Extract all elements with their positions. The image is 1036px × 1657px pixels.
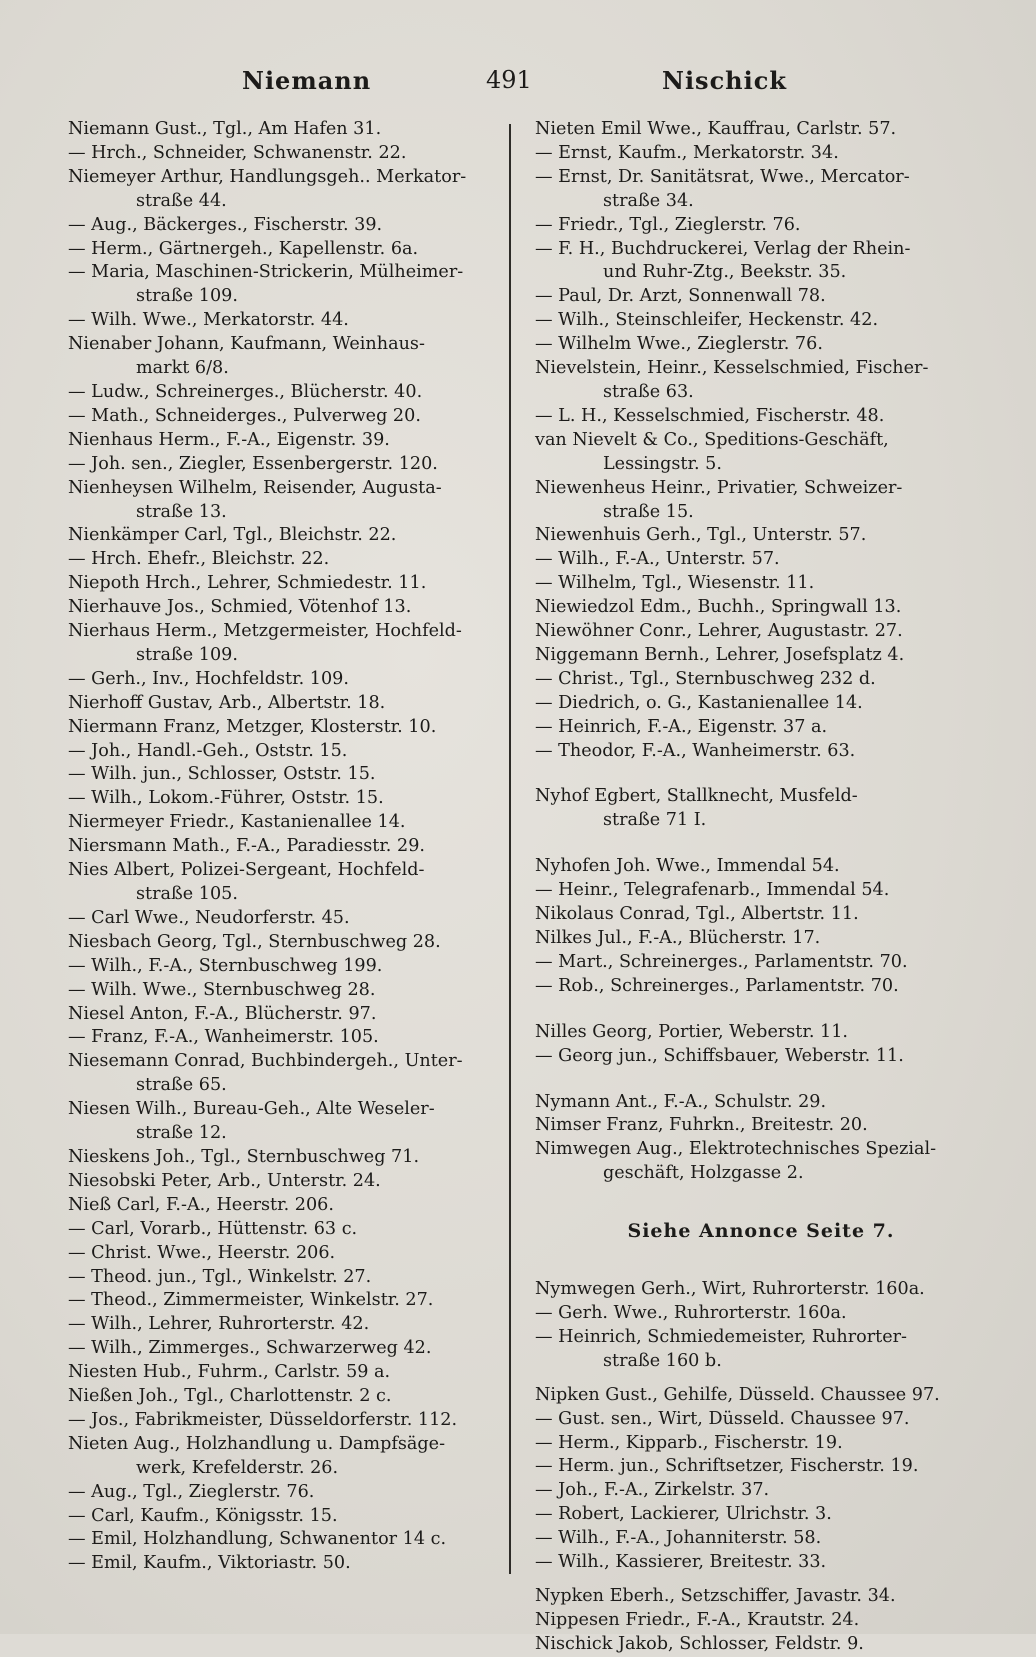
directory-entry: [535, 668, 967, 692]
directory-entry: [535, 524, 967, 548]
entry-text: Niermeyer Friedr., Kastanienallee 14.: [68, 812, 406, 833]
directory-entry: [68, 1552, 500, 1576]
directory-entry: [68, 1313, 500, 1337]
entry-text: — Wilhelm Wwe., Zieglerstr. 76.: [535, 334, 823, 355]
entry-text: Nieten Aug., Holzhandlung u. Dampfsäge-: [68, 1433, 446, 1454]
directory-entry: [68, 1528, 500, 1552]
directory-entry: [535, 1633, 967, 1657]
directory-entry: [535, 548, 967, 572]
entry-text: — Rob., Schreinerges., Parlamentstr. 70.: [535, 975, 899, 996]
entry-text: Nikolaus Conrad, Tgl., Albertstr. 11.: [535, 904, 859, 925]
header-last-name: Nischick: [662, 66, 787, 95]
directory-entry: [68, 787, 500, 811]
entry-text: Nilles Georg, Portier, Weberstr. 11.: [535, 1021, 849, 1042]
entry-text: — Franz, F.-A., Wanheimerstr. 105.: [68, 1027, 379, 1048]
directory-entry: [535, 1138, 967, 1186]
entry-text: Niewenheus Heinr., Privatier, Schweizer-: [535, 477, 903, 498]
entry-text: — Math., Schneiderges., Pulverweg 20.: [68, 405, 421, 426]
directory-entry: [68, 1433, 500, 1481]
header-first-name: Niemann: [242, 66, 372, 95]
directory-entry: [535, 1278, 967, 1302]
entry-text: Nimwegen Aug., Elektrotechnisches Spezial-: [535, 1139, 937, 1160]
entry-text: — Hrch. Ehefr., Bleichstr. 22.: [68, 549, 330, 570]
directory-entry: [68, 763, 500, 787]
entry-text: Nymann Ant., F.-A., Schulstr. 29.: [535, 1091, 827, 1112]
directory-entry: [535, 1503, 967, 1527]
entry-text: Niggemann Bernh., Lehrer, Josefsplatz 4.: [535, 644, 905, 665]
entry-text: — Wilh. Wwe., Merkatorstr. 44.: [68, 310, 349, 331]
entry-text: Nieten Emil Wwe., Kauffrau, Carlstr. 57.: [535, 119, 897, 139]
entry-text: Niermann Franz, Metzger, Klosterstr. 10.: [68, 716, 437, 737]
directory-entry: [68, 1361, 500, 1385]
entry-text: — Robert, Lackierer, Ulrichstr. 3.: [535, 1504, 832, 1525]
directory-entry: [535, 309, 967, 333]
spacer: [535, 1374, 967, 1384]
entry-text: Niewiedzol Edm., Buchh., Springwall 13.: [535, 597, 902, 618]
entry-text: Niesobski Peter, Arb., Unterstr. 24.: [68, 1170, 381, 1191]
directory-entry: [68, 1505, 500, 1529]
entry-continuation: straße 34.: [603, 190, 694, 211]
directory-entry: [535, 644, 967, 668]
entry-text: van Nievelt & Co., Speditions-Geschäft,: [535, 429, 889, 450]
entry-text: — Aug., Bäckerges., Fischerstr. 39.: [68, 214, 383, 235]
entry-text: — Mart., Schreinerges., Parlamentstr. 70.: [535, 951, 908, 972]
directory-entry: [68, 668, 500, 692]
spacer: [535, 999, 967, 1021]
entry-text: Niemeyer Arthur, Handlungsgeh.. Merkator-: [68, 166, 467, 187]
directory-entry: [535, 1609, 967, 1633]
entry-text: — Christ. Wwe., Heerstr. 206.: [68, 1242, 336, 1263]
directory-entry: [68, 620, 500, 668]
directory-entry: [68, 931, 500, 955]
entry-continuation: Lessingstr. 5.: [603, 453, 722, 474]
directory-entry: [68, 955, 500, 979]
directory-entry: [68, 1026, 500, 1050]
directory-entry: [68, 979, 500, 1003]
entry-text: — Wilhelm, Tgl., Wiesenstr. 11.: [535, 573, 815, 594]
directory-entry: [535, 1384, 967, 1408]
directory-entry: [535, 1455, 967, 1479]
entry-text: — Theodor, F.-A., Wanheimerstr. 63.: [535, 740, 856, 761]
directory-entry: [535, 357, 967, 405]
entry-text: — F. H., Buchdruckerei, Verlag der Rhein-: [535, 238, 911, 259]
entry-text: — Christ., Tgl., Sternbuschweg 232 d.: [535, 668, 876, 689]
entry-text: Nimser Franz, Fuhrkn., Breitestr. 20.: [535, 1115, 868, 1136]
directory-entry: [535, 572, 967, 596]
directory-entry: [68, 309, 500, 333]
directory-entry: [535, 1045, 967, 1069]
entry-text: — Carl Wwe., Neudorferstr. 45.: [68, 907, 350, 928]
directory-entry: [535, 596, 967, 620]
directory-entry: [68, 1242, 500, 1266]
entry-text: Nischick Jakob, Schlosser, Feldstr. 9.: [535, 1633, 864, 1654]
entry-text: — Theod. jun., Tgl., Winkelstr. 27.: [68, 1266, 372, 1287]
entry-text: Nienhaus Herm., F.-A., Eigenstr. 39.: [68, 429, 390, 450]
entry-text: — Paul, Dr. Arzt, Sonnenwall 78.: [535, 286, 826, 307]
entry-text: — Wilh., F.-A., Unterstr. 57.: [535, 549, 780, 570]
directory-entry: [68, 1385, 500, 1409]
directory-entry: [535, 785, 967, 833]
directory-entry: [535, 692, 967, 716]
entry-text: Niemann Gust., Tgl., Am Hafen 31.: [68, 119, 382, 139]
entry-text: Nienheysen Wilhelm, Reisender, Augusta-: [68, 477, 442, 498]
entry-text: Nieskens Joh., Tgl., Sternbuschweg 71.: [68, 1146, 420, 1167]
entry-continuation: straße 160 b.: [603, 1350, 722, 1371]
entry-text: — Gerh. Wwe., Ruhrorterstr. 160a.: [535, 1302, 847, 1323]
entry-text: Nießen Joh., Tgl., Charlottenstr. 2 c.: [68, 1386, 392, 1407]
directory-entry: [68, 333, 500, 381]
directory-entry: [68, 142, 500, 166]
directory-entry: [68, 261, 500, 309]
entry-text: Niersmann Math., F.-A., Paradiesstr. 29.: [68, 836, 425, 857]
directory-entry: [535, 1114, 967, 1138]
entry-text: — Ernst, Dr. Sanitätsrat, Wwe., Mercator-: [535, 166, 910, 187]
entry-text: Niewöhner Conr., Lehrer, Augustastr. 27.: [535, 621, 903, 642]
entry-text: — Heinrich, F.-A., Eigenstr. 37 a.: [535, 716, 828, 737]
directory-entry: [68, 1289, 500, 1313]
directory-entry: [535, 333, 967, 357]
entry-text: — Ernst, Kaufm., Merkatorstr. 34.: [535, 142, 839, 163]
directory-entry: [535, 975, 967, 999]
entry-text: Nymwegen Gerh., Wirt, Ruhrorterstr. 160a.: [535, 1279, 925, 1300]
directory-entry: [68, 1170, 500, 1194]
entry-continuation: straße 63.: [603, 381, 694, 402]
entry-continuation: straße 109.: [136, 644, 238, 665]
entry-text: Nyhof Egbert, Stallknecht, Musfeld-: [535, 786, 858, 807]
directory-entry: [68, 572, 500, 596]
directory-entry: [68, 381, 500, 405]
directory-entry: [68, 1050, 500, 1098]
page-number: 491: [486, 66, 532, 94]
entry-text: — Carl, Vorarb., Hüttenstr. 63 c.: [68, 1218, 358, 1239]
entry-text: — Wilh., Lehrer, Ruhrorterstr. 42.: [68, 1314, 370, 1335]
entry-text: — Wilh. Wwe., Sternbuschweg 28.: [68, 979, 376, 1000]
directory-entry: [535, 477, 967, 525]
directory-entry: [68, 740, 500, 764]
directory-entry: [68, 907, 500, 931]
directory-entry: [535, 142, 967, 166]
directory-entry: [68, 405, 500, 429]
directory-entry: [68, 716, 500, 740]
entry-text: Niesemann Conrad, Buchbindergeh., Unter-: [68, 1051, 463, 1072]
directory-entry: [535, 879, 967, 903]
entry-text: — Ludw., Schreinerges., Blücherstr. 40.: [68, 381, 423, 402]
page-header: [0, 66, 1036, 106]
entry-continuation: geschäft, Holzgasse 2.: [603, 1163, 804, 1184]
entry-continuation: werk, Krefelderstr. 26.: [136, 1457, 339, 1478]
entry-continuation: straße 109.: [136, 286, 238, 307]
directory-entry: [68, 1098, 500, 1146]
directory-entry: [535, 1527, 967, 1551]
entry-text: — Emil, Holzhandlung, Schwanentor 14 c.: [68, 1529, 447, 1550]
directory-entry: [68, 477, 500, 525]
entry-text: Nippesen Friedr., F.-A., Krautstr. 24.: [535, 1609, 860, 1630]
entry-text: Niepoth Hrch., Lehrer, Schmiedestr. 11.: [68, 573, 427, 594]
spacer: [535, 1069, 967, 1091]
entry-continuation: straße 44.: [136, 190, 227, 211]
entry-text: — Maria, Maschinen-Strickerin, Mülheimer-: [68, 262, 464, 283]
directory-entry: [68, 548, 500, 572]
entry-text: Nies Albert, Polizei-Sergeant, Hochfeld-: [68, 860, 425, 881]
entry-text: — Hrch., Schneider, Schwanenstr. 22.: [68, 142, 407, 163]
entry-continuation: straße 105.: [136, 884, 238, 904]
entry-text: Nierhauve Jos., Schmied, Vötenhof 13.: [68, 597, 412, 618]
spacer: [535, 1186, 967, 1220]
entry-text: Nierhaus Herm., Metzgermeister, Hochfeld-: [68, 621, 462, 642]
entry-text: Nierhoff Gustav, Arb., Albertstr. 18.: [68, 692, 386, 713]
entry-text: — Wilh., F.-A., Johanniterstr. 58.: [535, 1528, 822, 1549]
directory-entry: [535, 1021, 967, 1045]
column-divider: [509, 124, 511, 1574]
entry-text: — Georg jun., Schiffsbauer, Weberstr. 11.: [535, 1045, 904, 1066]
directory-entry: [535, 1326, 967, 1374]
directory-entry: [535, 214, 967, 238]
directory-entry: [535, 855, 967, 879]
directory-entry: [535, 951, 967, 975]
directory-entry: [68, 453, 500, 477]
entry-text: — Carl, Kaufm., Königsstr. 15.: [68, 1505, 338, 1526]
entry-text: — Gerh., Inv., Hochfeldstr. 109.: [68, 668, 349, 689]
directory-entry: [68, 1218, 500, 1242]
directory-entry: [535, 716, 967, 740]
entry-text: — Emil, Kaufm., Viktoriastr. 50.: [68, 1553, 351, 1574]
entry-text: Niesel Anton, F.-A., Blücherstr. 97.: [68, 1003, 377, 1024]
entry-continuation: straße 71 I.: [603, 810, 707, 831]
directory-entry: [68, 811, 500, 835]
entry-text: — Wilh., Lokom.-Führer, Oststr. 15.: [68, 788, 384, 809]
entry-text: — Friedr., Tgl., Zieglerstr. 76.: [535, 214, 801, 235]
entry-text: — Wilh., Zimmerges., Schwarzerweg 42.: [68, 1338, 432, 1359]
entry-text: — Joh., F.-A., Zirkelstr. 37.: [535, 1480, 770, 1501]
entry-text: Nieß Carl, F.-A., Heerstr. 206.: [68, 1194, 334, 1215]
directory-entry: [68, 835, 500, 859]
entry-continuation: straße 65.: [136, 1075, 227, 1096]
entry-text: Niesbach Georg, Tgl., Sternbuschweg 28.: [68, 931, 441, 952]
directory-entry: [535, 740, 967, 764]
directory-entry: [535, 1408, 967, 1432]
spacer: [535, 1575, 967, 1585]
directory-entry: [68, 1003, 500, 1027]
directory-entry: [68, 692, 500, 716]
directory-entry: [535, 1479, 967, 1503]
right-column: [535, 118, 967, 1657]
entry-text: — Joh. sen., Ziegler, Essenbergerstr. 120.: [68, 453, 438, 474]
entry-text: — Diedrich, o. G., Kastanienallee 14.: [535, 692, 863, 713]
directory-entry: [68, 429, 500, 453]
entry-text: — Herm., Gärtnergeh., Kapellenstr. 6a.: [68, 238, 419, 259]
spacer: [535, 763, 967, 785]
entry-text: — Joh., Handl.-Geh., Oststr. 15.: [68, 740, 348, 761]
directory-entry: [535, 1551, 967, 1575]
entry-text: — Wilh., F.-A., Sternbuschweg 199.: [68, 955, 383, 976]
entry-text: — Herm., Kipparb., Fischerstr. 19.: [535, 1432, 843, 1453]
entry-continuation: straße 13.: [136, 501, 227, 522]
directory-entry: [535, 1432, 967, 1456]
directory-entry: [68, 1266, 500, 1290]
entry-continuation: straße 12.: [136, 1123, 227, 1144]
directory-entry: [535, 405, 967, 429]
entry-text: — Jos., Fabrikmeister, Düsseldorferstr. 112.: [68, 1409, 458, 1430]
left-column: [68, 118, 500, 1576]
entry-text: Nienkämper Carl, Tgl., Bleichstr. 22.: [68, 525, 397, 546]
directory-entry: [535, 285, 967, 309]
directory-entry: [68, 859, 500, 907]
entry-text: — L. H., Kesselschmied, Fischerstr. 48.: [535, 405, 885, 426]
entry-continuation: markt 6/8.: [136, 358, 229, 379]
directory-entry: [68, 214, 500, 238]
directory-entry: [535, 927, 967, 951]
entry-text: Niesten Hub., Fuhrm., Carlstr. 59 a.: [68, 1362, 391, 1383]
entry-text: Nienaber Johann, Kaufmann, Weinhaus-: [68, 334, 425, 355]
entry-text: Nilkes Jul., F.-A., Blücherstr. 17.: [535, 928, 821, 948]
directory-entry: [68, 596, 500, 620]
directory-entry: [68, 1194, 500, 1218]
entry-text: — Herm. jun., Schriftsetzer, Fischerstr. 19.: [535, 1456, 919, 1477]
entry-text: — Aug., Tgl., Zieglerstr. 76.: [68, 1481, 315, 1502]
directory-entry: [68, 524, 500, 548]
entry-text: — Heinr., Telegrafenarb., Immendal 54.: [535, 880, 890, 901]
directory-entry: [535, 118, 967, 142]
entry-text: Niewenhuis Gerh., Tgl., Unterstr. 57.: [535, 525, 867, 546]
entry-text: — Gust. sen., Wirt, Düsseld. Chaussee 97.: [535, 1408, 910, 1429]
directory-entry: [68, 1409, 500, 1433]
directory-entry: [535, 1585, 967, 1609]
entry-text: Nyhofen Joh. Wwe., Immendal 54.: [535, 856, 840, 877]
entry-continuation: und Ruhr-Ztg., Beekstr. 35.: [603, 262, 847, 283]
entry-text: Nypken Eberh., Setzschiffer, Javastr. 34.: [535, 1585, 896, 1606]
advertisement-notice: Siehe Annonce Seite 7.: [627, 1220, 895, 1243]
entry-text: Niesen Wilh., Bureau-Geh., Alte Weseler-: [68, 1099, 435, 1120]
directory-entry: [535, 166, 967, 214]
directory-entry: [535, 238, 967, 286]
entry-text: Nievelstein, Heinr., Kesselschmied, Fischer-: [535, 358, 929, 379]
directory-entry: [68, 1337, 500, 1361]
entry-text: — Heinrich, Schmiedemeister, Ruhrorter-: [535, 1326, 907, 1347]
entry-text: — Wilh. jun., Schlosser, Oststr. 15.: [68, 764, 376, 785]
spacer: [535, 1244, 967, 1278]
entry-text: — Wilh., Steinschleifer, Heckenstr. 42.: [535, 310, 879, 331]
entry-text: Nipken Gust., Gehilfe, Düsseld. Chaussee 97.: [535, 1384, 940, 1405]
directory-entry: [68, 166, 500, 214]
spacer: [535, 833, 967, 855]
entry-continuation: straße 15.: [603, 501, 694, 522]
directory-entry: [535, 620, 967, 644]
directory-entry: [68, 1146, 500, 1170]
directory-entry: [68, 238, 500, 262]
directory-entry: [535, 1091, 967, 1115]
directory-entry: [535, 903, 967, 927]
entry-text: — Theod., Zimmermeister, Winkelstr. 27.: [68, 1290, 434, 1311]
entry-text: — Wilh., Kassierer, Breitestr. 33.: [535, 1552, 827, 1573]
directory-entry: [535, 429, 967, 477]
directory-entry: [535, 1302, 967, 1326]
directory-entry: [68, 1481, 500, 1505]
directory-entry: [68, 118, 500, 142]
